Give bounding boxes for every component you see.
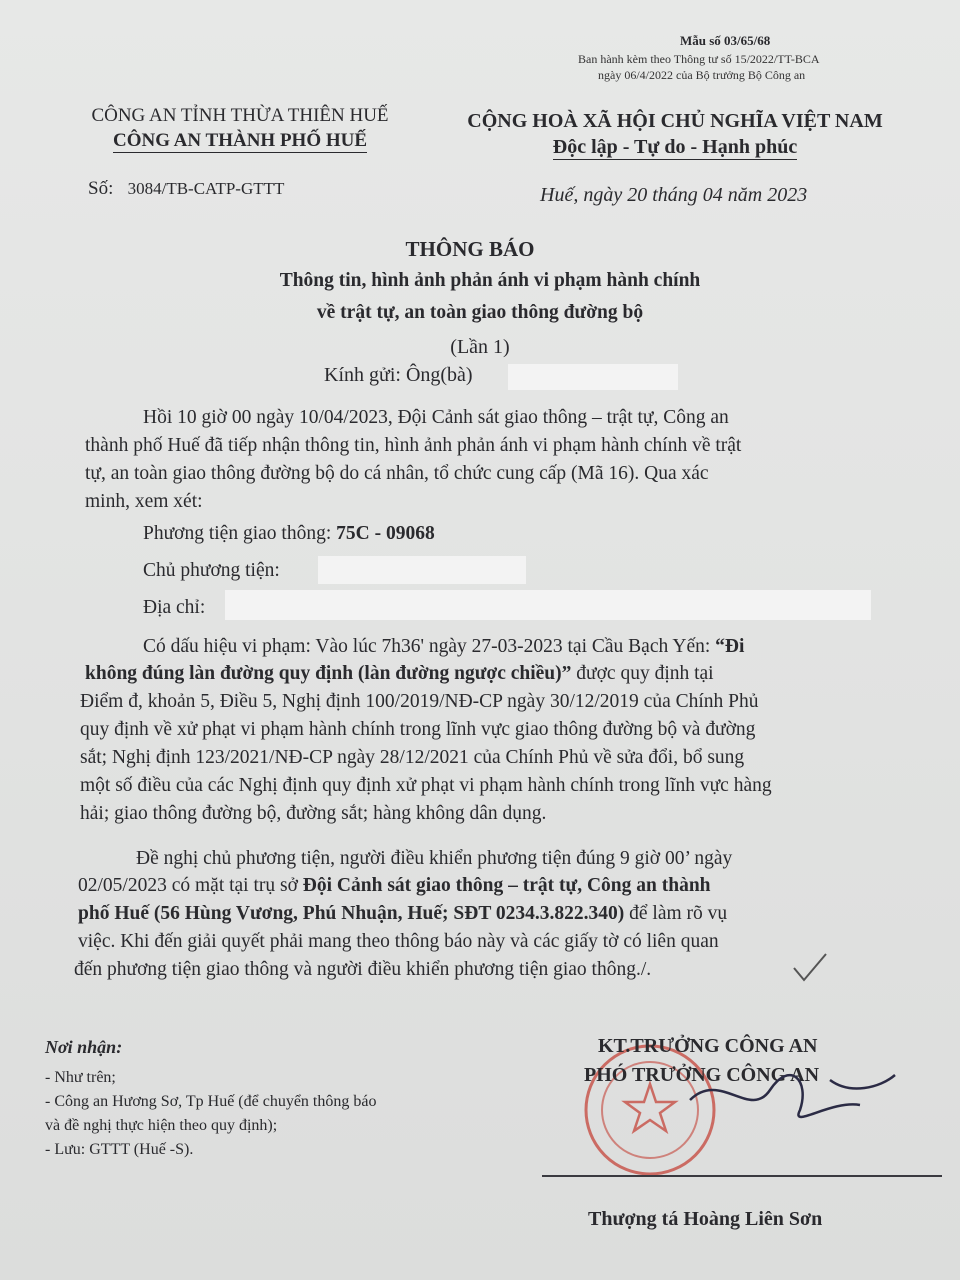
- doc-subtitle-1: Thông tin, hình ảnh phản ánh vi phạm hành chính: [279, 270, 701, 291]
- vehicle-line: Phương tiện giao thông: 75C - 09068: [143, 523, 435, 544]
- recipients-label: Nơi nhận:: [45, 1037, 123, 1057]
- form-note-2: ngày 06/4/2022 của Bộ trưởng Bộ Công an: [598, 68, 806, 82]
- owner-redaction: [318, 556, 526, 584]
- recipient-item-2: - Công an Hương Sơ, Tp Huế (để chuyển thông báo: [45, 1093, 377, 1110]
- signature-role-2: PHÓ TRƯỞNG CÔNG AN: [584, 1064, 820, 1086]
- request-line-4: việc. Khi đến giải quyết phải mang theo thông báo này và các giấy tờ có liên quan: [78, 931, 719, 952]
- doc-title: THÔNG BÁO: [405, 237, 535, 261]
- addressee-label: Kính gửi: Ông(bà): [324, 364, 473, 386]
- doc-subtitle-2: về trật tự, an toàn giao thông đường bộ: [316, 302, 644, 323]
- intro-line-3: tự, an toàn giao thông đường bộ do cá nhân, tổ chức cung cấp (Mã 16). Qua xác: [85, 463, 709, 484]
- violation-line-5: sắt; Nghị định 123/2021/NĐ-CP ngày 28/12/2021 của Chính Phủ về sửa đổi, bổ sung: [80, 747, 745, 768]
- violation-line-3: Điểm đ, khoản 5, Điều 5, Nghị định 100/2019/NĐ-CP ngày 30/12/2019 của Chính Phủ: [80, 691, 759, 712]
- request-line-2: 02/05/2023 có mặt tại trụ sở Đội Cảnh sát giao thông – trật tự, Công an thành: [78, 875, 711, 896]
- check-mark-icon: [790, 950, 830, 986]
- agency-name: CÔNG AN THÀNH PHỐ HUẾ: [112, 130, 368, 151]
- intro-line-2: thành phố Huế đã tiếp nhận thông tin, hình ảnh phản ánh vi phạm hành chính về trật: [85, 435, 742, 456]
- recipient-item-1: - Như trên;: [45, 1069, 116, 1086]
- address-label: Địa chỉ:: [143, 597, 206, 618]
- place-date: Huế, ngày 20 tháng 04 năm 2023: [540, 184, 808, 206]
- request-line-5: đến phương tiện giao thông và người điều khiển phương tiện giao thông./.: [74, 959, 652, 980]
- address-redaction: [225, 590, 871, 620]
- vehicle-plate: 75C - 09068: [336, 523, 435, 544]
- doc-number: Số: 3084/TB-CATP-GTTT: [88, 178, 285, 199]
- handwritten-signature-icon: [650, 1060, 900, 1140]
- violation-line-1: Có dấu hiệu vi phạm: Vào lúc 7h36' ngày 27-03-2023 tại Cầu Bạch Yến: “Đi: [143, 636, 745, 657]
- nation-name: CỘNG HOÀ XÃ HỘI CHỦ NGHĨA VIỆT NAM: [467, 110, 883, 132]
- intro-line-4: minh, xem xét:: [85, 491, 203, 512]
- signature-underline: [542, 1175, 942, 1177]
- agency-parent: CÔNG AN TỈNH THỪA THIÊN HUẾ: [91, 105, 389, 126]
- addressee-redaction: [508, 364, 678, 390]
- violation-line-4: quy định về xử phạt vi phạm hành chính trong lĩnh vực giao thông đường bộ và đường: [80, 719, 756, 740]
- signature-role-1: KT.TRƯỞNG CÔNG AN: [598, 1035, 818, 1057]
- owner-label: Chủ phương tiện:: [143, 560, 280, 581]
- recipient-item-3: và đề nghị thực hiện theo quy định);: [45, 1117, 278, 1134]
- motto: Độc lập - Tự do - Hạnh phúc: [552, 136, 798, 158]
- form-note-1: Ban hành kèm theo Thông tư số 15/2022/TT-BCA: [578, 52, 820, 66]
- doc-round: (Lần 1): [450, 336, 510, 358]
- violation-line-6: một số điều của các Nghị định quy định xử phạt vi phạm hành chính trong lĩnh vực hàng: [80, 775, 772, 796]
- recipient-item-4: - Lưu: GTTT (Huế -S).: [45, 1141, 194, 1158]
- signer-name: Thượng tá Hoàng Liên Sơn: [588, 1208, 823, 1230]
- violation-line-2: không đúng làn đường quy định (làn đường ngược chiều)” được quy định tại: [85, 663, 714, 684]
- intro-line-1: Hồi 10 giờ 00 ngày 10/04/2023, Đội Cảnh sát giao thông – trật tự, Công an: [143, 407, 729, 428]
- form-code: Mẫu số 03/65/68: [680, 33, 771, 48]
- violation-line-7: hải; giao thông đường bộ, đường sắt; hàng không dân dụng.: [80, 803, 547, 824]
- request-line-1: Đề nghị chủ phương tiện, người điều khiển phương tiện đúng 9 giờ 00’ ngày: [136, 848, 733, 869]
- request-line-3: phố Huế (56 Hùng Vương, Phú Nhuận, Huế; SĐT 0234.3.822.340) để làm rõ vụ: [78, 903, 728, 924]
